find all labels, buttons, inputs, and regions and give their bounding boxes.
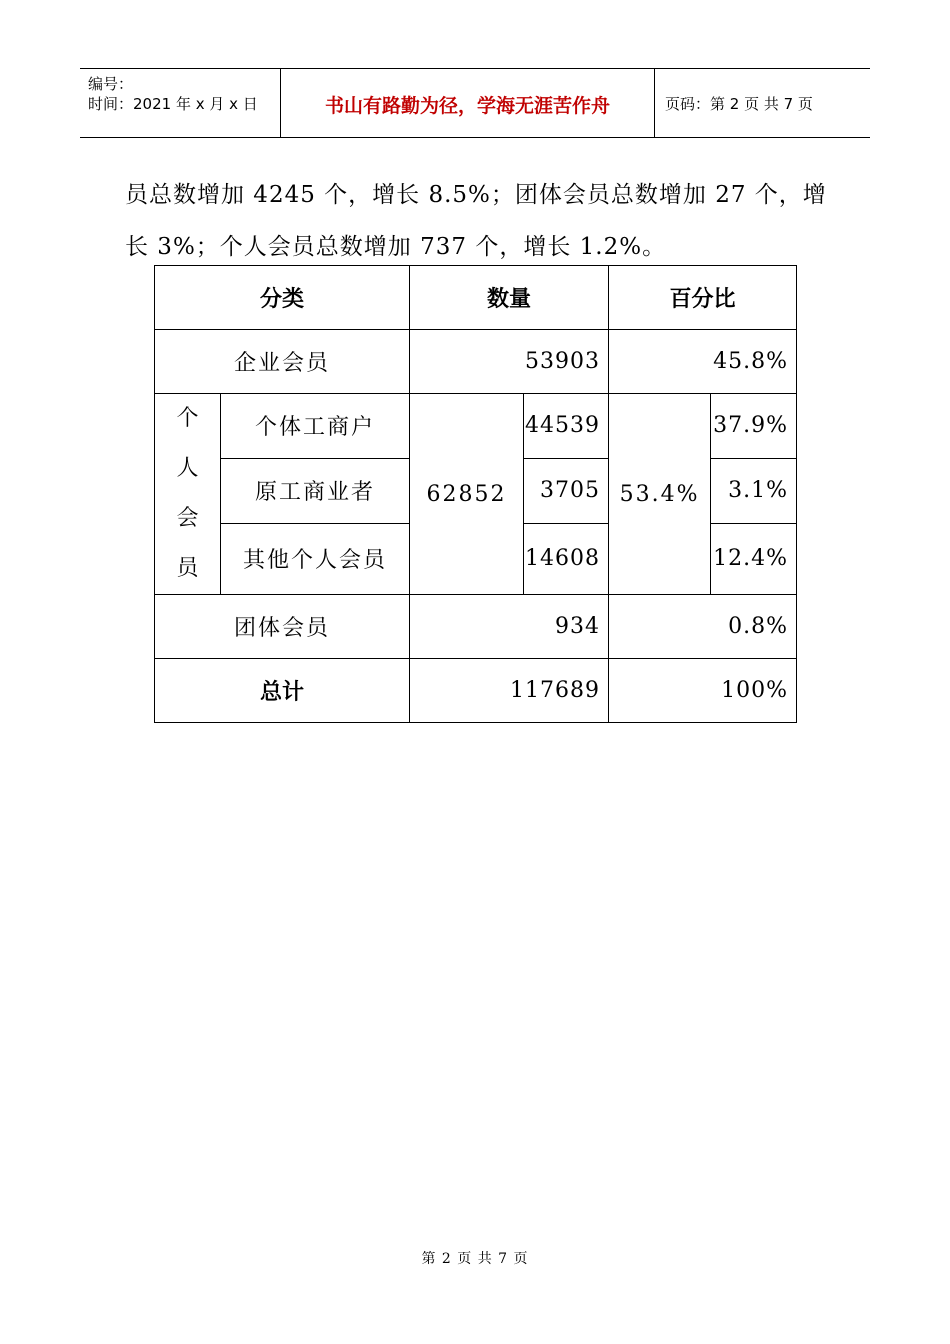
table-row <box>155 394 797 459</box>
total-label: 总计 <box>155 659 410 723</box>
row-label: 企业会员 <box>155 330 410 394</box>
table-total-row <box>155 659 797 723</box>
header-motto-cell <box>281 69 655 137</box>
individual-total-count: 62852 <box>410 394 524 595</box>
header-category: 分类 <box>155 266 410 330</box>
membership-table <box>154 265 797 723</box>
header-meta-cell <box>80 69 281 137</box>
motto: 书山有路勤为径，学海无涯苦作舟 <box>324 95 610 117</box>
table-row <box>155 595 797 659</box>
vertical-char: 员 <box>176 556 199 581</box>
sub-row-percent: 12.4% <box>711 523 797 594</box>
row-percent: 0.8% <box>609 595 797 659</box>
vertical-char: 个 <box>176 406 199 431</box>
vertical-char: 人 <box>176 456 199 481</box>
sub-row-label: 个体工商户 <box>221 394 410 459</box>
body-line-1: 员总数增加 4245 个，增长 8.5%；团体会员总数增加 27 个，增 <box>125 182 827 208</box>
page-info: 页码：第 2 页 共 7 页 <box>665 95 813 113</box>
total-percent: 100% <box>609 659 797 723</box>
page-footer: 第 2 页 共 7 页 <box>421 1251 529 1267</box>
number-label: 编号： <box>88 75 134 93</box>
row-percent: 45.8% <box>609 330 797 394</box>
row-count: 53903 <box>410 330 609 394</box>
sub-row-percent: 37.9% <box>711 394 797 459</box>
page-header <box>80 68 870 138</box>
table-row <box>155 330 797 394</box>
row-label: 团体会员 <box>155 595 410 659</box>
sub-row-count: 14608 <box>524 523 609 594</box>
total-count: 117689 <box>410 659 609 723</box>
body-line-2: 长 3%；个人会员总数增加 737 个，增长 1.2%。 <box>125 234 667 260</box>
header-percent: 百分比 <box>609 266 797 330</box>
sub-row-count: 3705 <box>524 458 609 523</box>
sub-row-percent: 3.1% <box>711 458 797 523</box>
vertical-char: 会 <box>176 506 199 531</box>
sub-row-label: 原工商业者 <box>221 458 410 523</box>
individual-total-percent: 53.4% <box>609 394 711 595</box>
sub-row-count: 44539 <box>524 394 609 459</box>
sub-row-label: 其他个人会员 <box>221 523 410 594</box>
header-page-cell <box>655 69 870 137</box>
row-count: 934 <box>410 595 609 659</box>
individual-group-label <box>155 394 221 595</box>
table-header-row <box>155 266 797 330</box>
time-label: 时间：2021 年 x 月 x 日 <box>88 95 258 113</box>
header-count: 数量 <box>410 266 609 330</box>
